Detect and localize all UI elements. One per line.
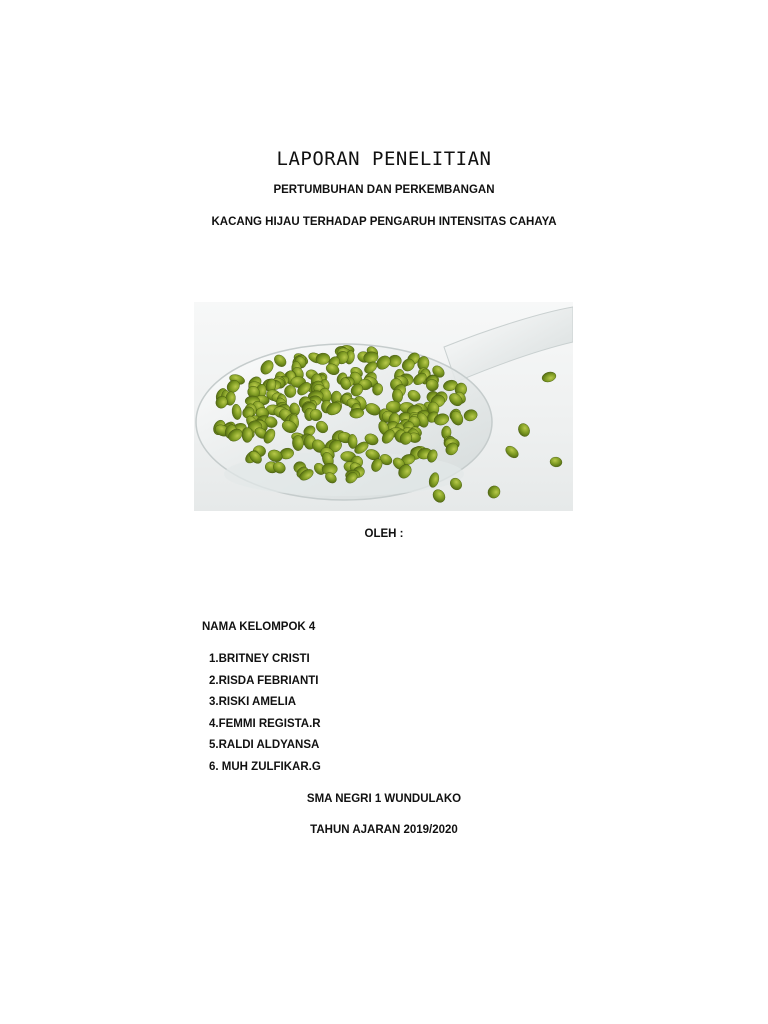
bean-icon [431, 487, 448, 505]
member-item: 5.RALDI ALDYANSA [209, 739, 320, 752]
report-subtitle-1: PERTUMBUHAN DAN PERKEMBANGAN [273, 184, 495, 196]
member-item: 1.BRITNEY CRISTI [209, 653, 310, 665]
report-title: LAPORAN PENELITIAN [276, 148, 492, 170]
member-item: 2.RISDA FEBRIANTI [209, 674, 319, 687]
bean-icon [541, 370, 557, 383]
bean-icon [549, 456, 562, 467]
member-item: 6. MUH ZULFIKAR.G [209, 760, 321, 773]
school-name: SMA NEGRI 1 WUNDULAKO [306, 793, 462, 805]
member-item: 3.RISKI AMELIA [209, 696, 297, 709]
member-list [209, 652, 321, 782]
school-year: TAHUN AJARAN 2019/2020 [310, 824, 458, 836]
member-item: 4.FEMMI REGISTA.R [209, 717, 321, 730]
bean-icon [485, 483, 502, 500]
bean-icon [284, 385, 296, 398]
mung-beans-image [194, 302, 573, 511]
bean-icon [503, 444, 520, 461]
group-label: NAMA KELOMPOK 4 [202, 621, 316, 633]
bean-icon [516, 422, 531, 439]
by-label: OLEH : [364, 528, 404, 540]
mung-beans-photo [194, 302, 573, 511]
report-subtitle-2: KACANG HIJAU TERHADAP PENGARUH INTENSITAS CAHAYA [211, 216, 557, 228]
